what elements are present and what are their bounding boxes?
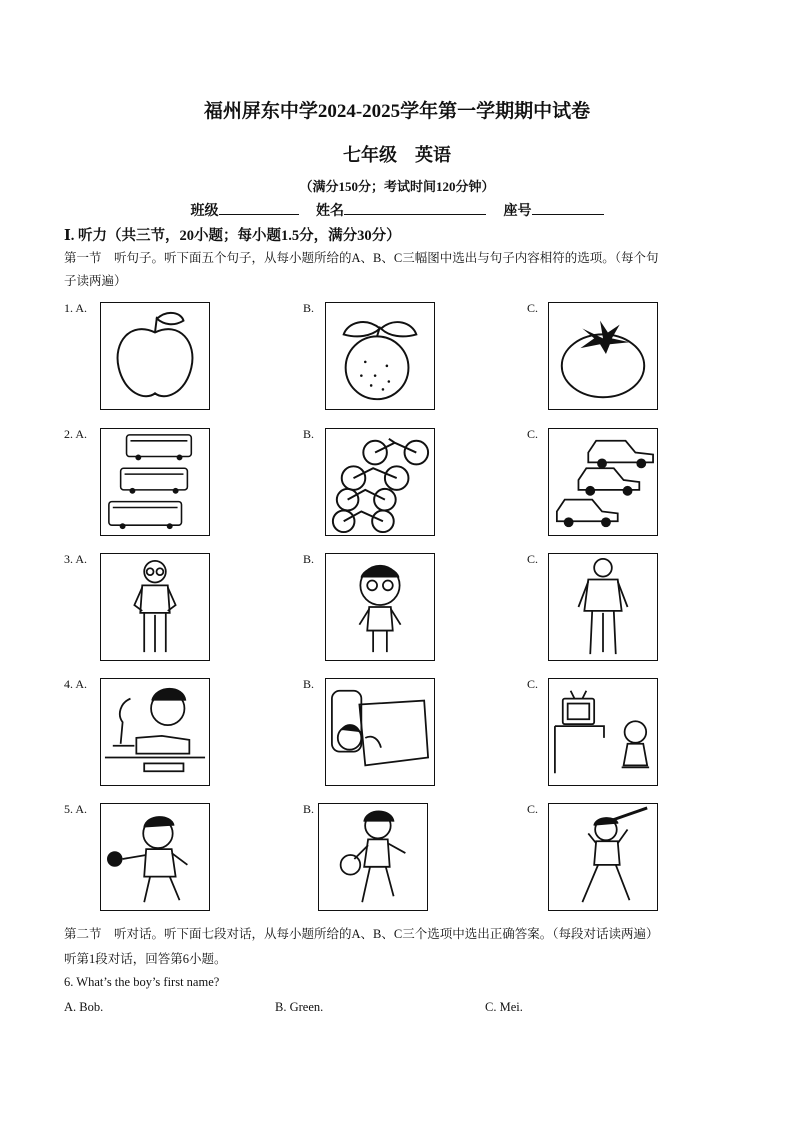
q5-option-c-baseball-image[interactable] xyxy=(548,803,658,911)
section-heading: Ⅰ. 听力（共三节，20小题；每小题1.5分，满分30分） xyxy=(64,228,401,244)
part2-subinstruction: 听第1段对话，回答第6小题。 xyxy=(64,952,227,966)
q5-option-a-ping-pong-image[interactable] xyxy=(100,803,210,911)
boy-sleeping-icon xyxy=(326,679,434,785)
q5-label-a: 5. A. xyxy=(64,802,88,816)
q3-option-c-tall-man-image[interactable] xyxy=(548,553,658,661)
seat-label: 座号 xyxy=(503,204,532,219)
orange-icon xyxy=(326,303,434,409)
q2-label-a: 2. A. xyxy=(64,427,88,441)
q3-option-b-boy-glasses-image[interactable] xyxy=(325,553,435,661)
q4-option-b-boy-sleeping-image[interactable] xyxy=(325,678,435,786)
q1-label-a: 1. A. xyxy=(64,301,88,315)
q2-option-c-cars-image[interactable] xyxy=(548,428,658,536)
q1-label-c: C. xyxy=(527,301,539,315)
bike-icon xyxy=(326,429,434,535)
q5-option-b-basketball-image[interactable] xyxy=(318,803,428,911)
exam-note: （满分150分；考试时间120分钟） xyxy=(299,179,495,194)
q2-option-a-buses-image[interactable] xyxy=(100,428,210,536)
q2-label-b: B. xyxy=(303,427,315,441)
q6-stem: 6. What’s the boy’s first name? xyxy=(64,975,220,989)
q5-label-c: C. xyxy=(527,802,539,816)
man-with-glasses-icon xyxy=(101,554,209,660)
seat-blank[interactable] xyxy=(532,200,604,215)
bus-icon xyxy=(101,429,209,535)
exam-title: 福州屏东中学2024-2025学年第一学期期中试卷 xyxy=(203,101,591,122)
q4-label-b: B. xyxy=(303,677,315,691)
part1-instruction-line1: 第一节 听句子。听下面五个句子，从每小题所给的A、B、C三幅图中选出与句子内容相符的选项。（每个句 xyxy=(64,251,659,265)
boy-studying-icon xyxy=(101,679,209,785)
q4-option-c-boy-watching-tv-image[interactable] xyxy=(548,678,658,786)
class-label: 班级 xyxy=(190,204,219,219)
boy-with-glasses-icon xyxy=(326,554,434,660)
boy-watching-tv-icon xyxy=(549,679,657,785)
q1-option-a-apple-image[interactable] xyxy=(100,302,210,410)
q1-option-c-tomato-image[interactable] xyxy=(548,302,658,410)
q4-label-c: C. xyxy=(527,677,539,691)
q5-label-b: B. xyxy=(303,802,315,816)
q3-label-a: 3. A. xyxy=(64,552,88,566)
q2-label-c: C. xyxy=(527,427,539,441)
ping-pong-icon xyxy=(101,804,209,910)
student-info-row xyxy=(0,200,794,220)
q1-option-b-orange-image[interactable] xyxy=(325,302,435,410)
tall-man-icon xyxy=(549,554,657,660)
q4-option-a-boy-studying-image[interactable] xyxy=(100,678,210,786)
q3-label-b: B. xyxy=(303,552,315,566)
q6-option-b[interactable]: B. Green. xyxy=(275,1000,324,1014)
q6-option-c[interactable]: C. Mei. xyxy=(485,1000,523,1014)
q3-option-a-man-glasses-image[interactable] xyxy=(100,553,210,661)
apple-icon xyxy=(101,303,209,409)
q3-label-c: C. xyxy=(527,552,539,566)
q4-label-a: 4. A. xyxy=(64,677,88,691)
basketball-icon xyxy=(319,804,427,910)
car-icon xyxy=(549,429,657,535)
q6-option-a[interactable]: A. Bob. xyxy=(64,1000,104,1014)
part1-instruction-line2: 子读两遍） xyxy=(64,274,127,288)
name-blank[interactable] xyxy=(344,200,486,215)
q1-label-b: B. xyxy=(303,301,315,315)
q2-option-b-bikes-image[interactable] xyxy=(325,428,435,536)
exam-subtitle: 七年级 英语 xyxy=(343,145,451,165)
part2-instruction: 第二节 听对话。听下面七段对话，从每小题所给的A、B、C三个选项中选出正确答案。（每段对话读两遍） xyxy=(64,927,659,941)
class-blank[interactable] xyxy=(219,200,299,215)
tomato-icon xyxy=(549,303,657,409)
baseball-icon xyxy=(549,804,657,910)
name-label: 姓名 xyxy=(316,204,344,219)
